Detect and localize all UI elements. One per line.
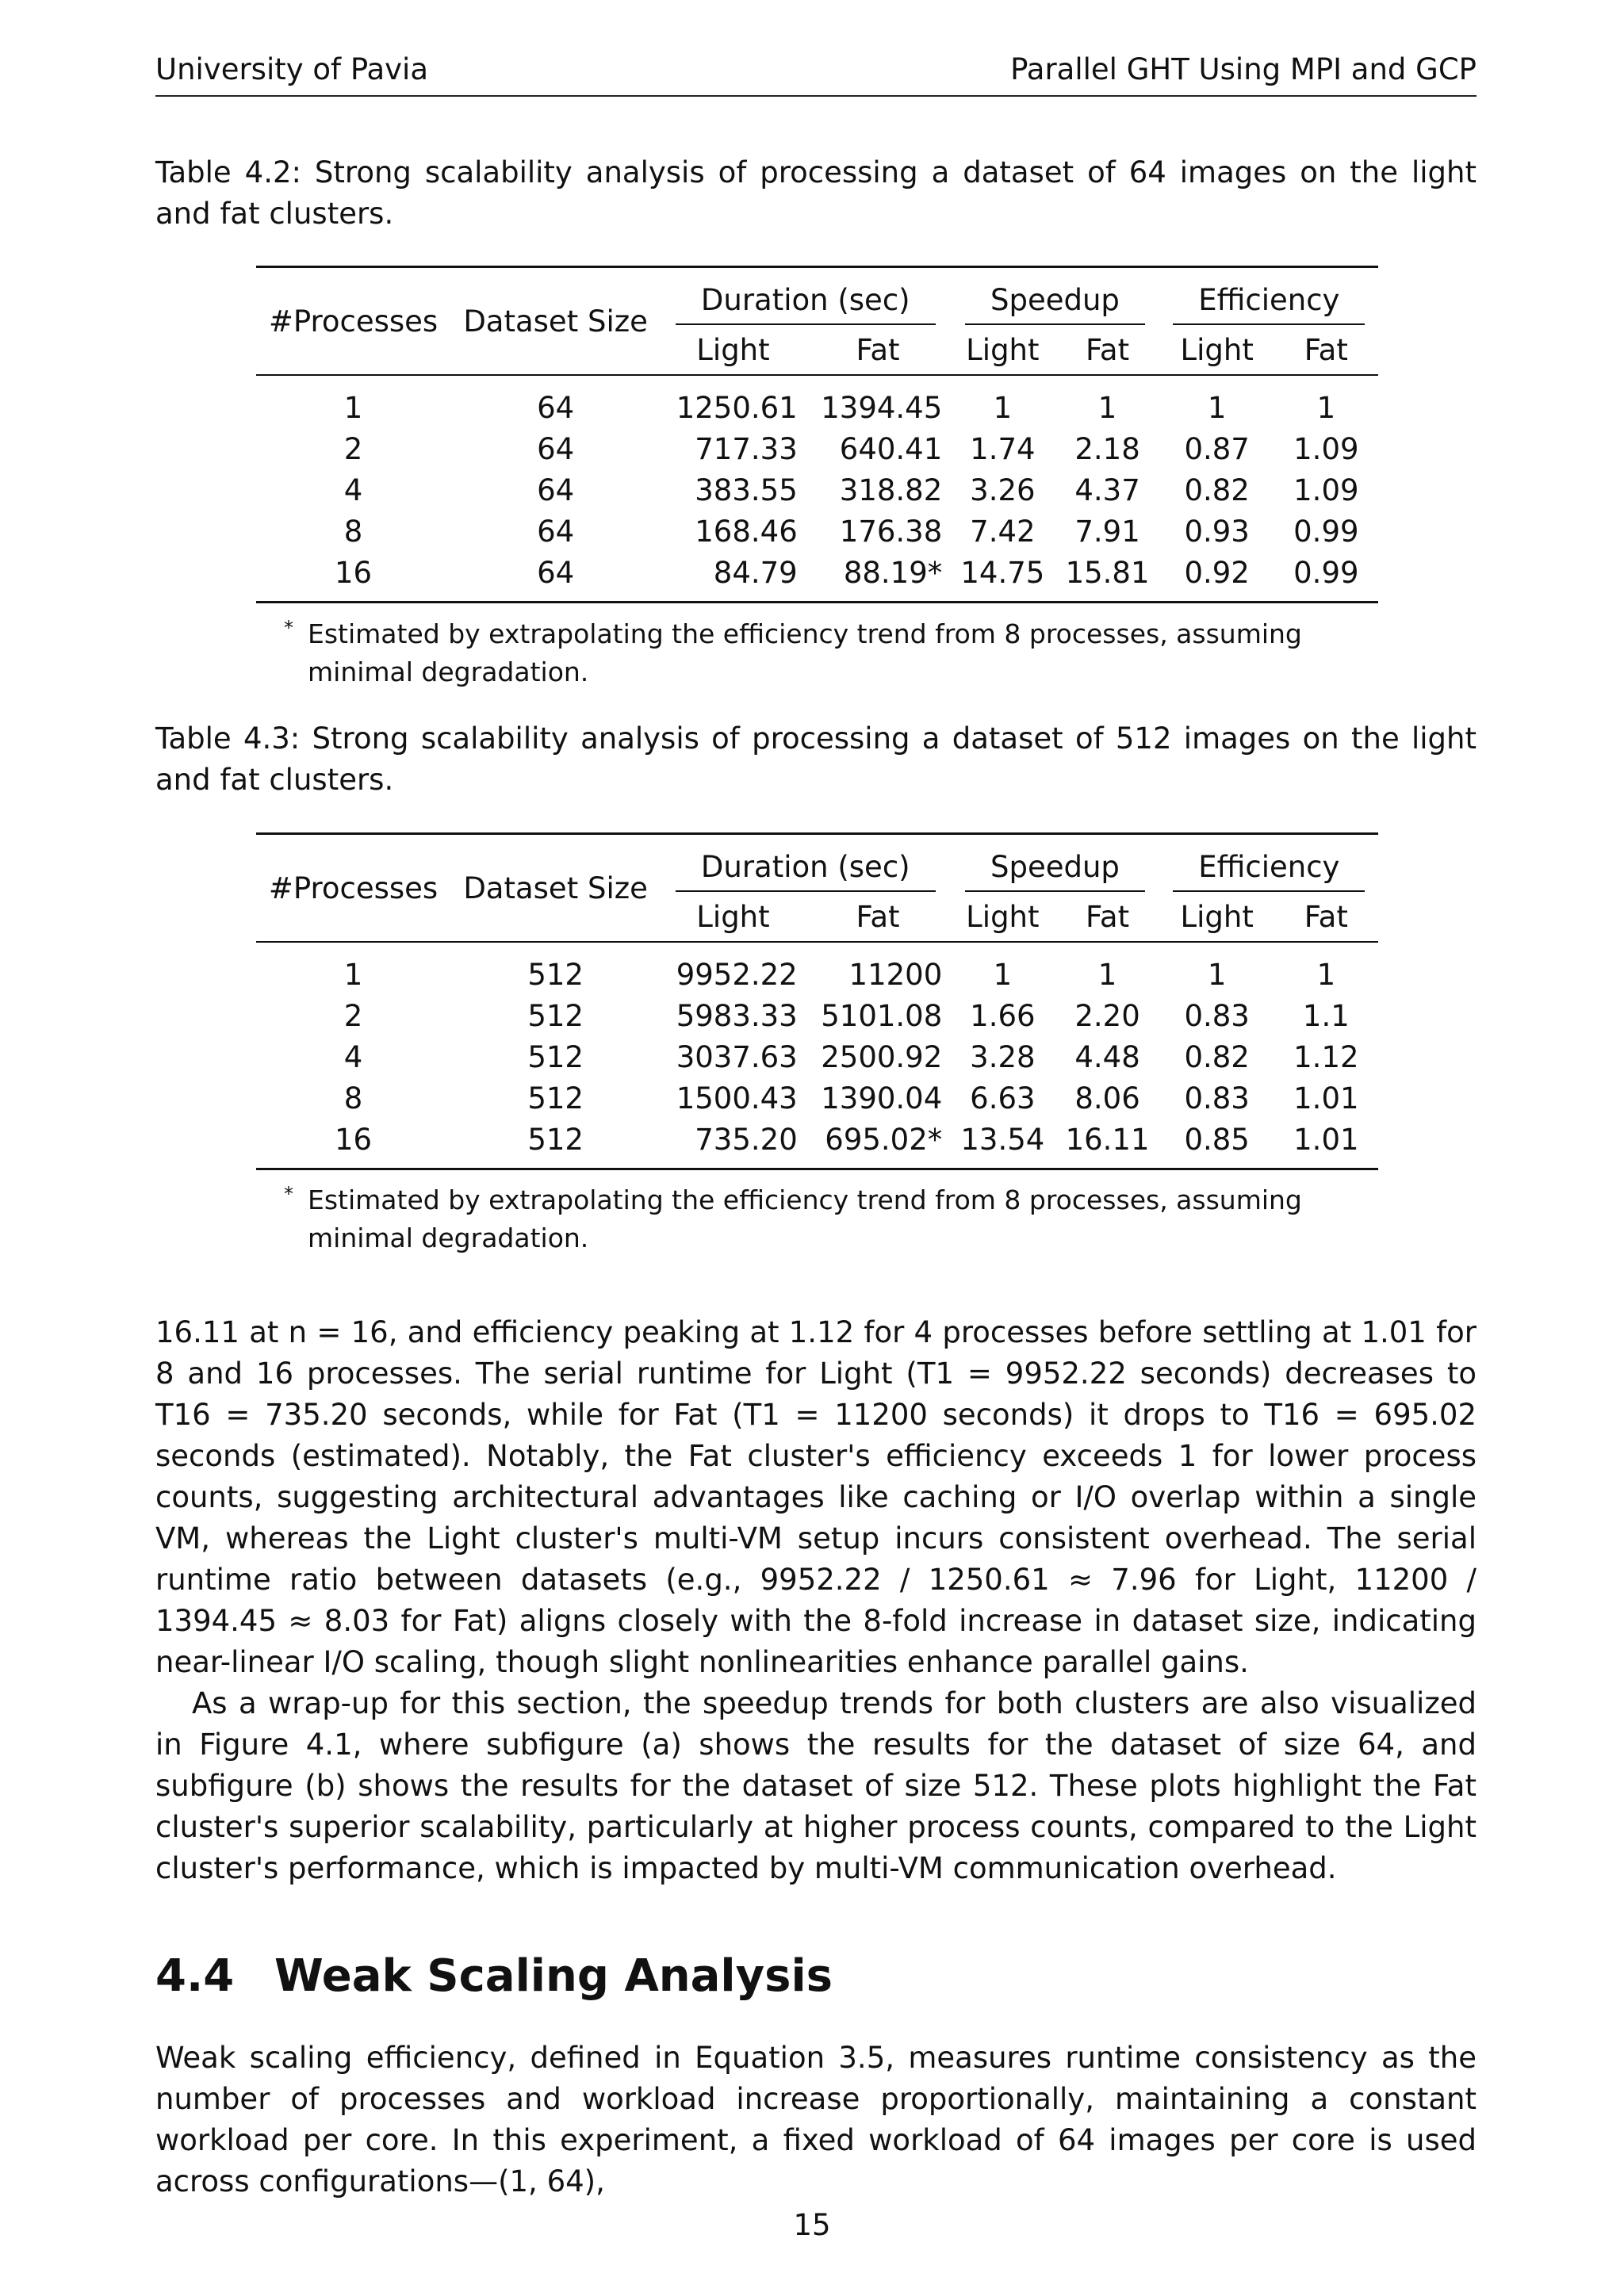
subcol-duration-fat: Fat — [856, 332, 900, 367]
table-cell: 6.63 — [970, 1081, 1036, 1115]
table-cell: 64 — [537, 431, 575, 466]
table-4-3-footnote: * Estimated by extrapolating the efficiency trend from 8 processes, assuming minimal degradation. — [284, 1183, 1302, 1253]
table-cell: 9952.22 — [676, 957, 798, 992]
table-cell: 1.74 — [970, 431, 1036, 466]
table-cell: 717.33 — [695, 431, 798, 466]
table-4-3-caption: Table 4.3: Strong scalability analysis of processing a dataset of 512 images on the light and fat clusters. — [155, 721, 1477, 797]
table-cell: 7.91 — [1074, 514, 1140, 549]
table-cell: 0.83 — [1184, 998, 1250, 1033]
table-cell: 1250.61 — [676, 390, 798, 425]
page-number: 15 — [793, 2208, 831, 2242]
table-row — [256, 995, 1378, 1036]
table-cell: 2.20 — [1074, 998, 1140, 1033]
body-text — [155, 1312, 1477, 1889]
subcol-duration-light: Light — [696, 332, 770, 367]
table-cell: 1 — [1207, 390, 1227, 425]
paragraph-strong-scaling-512: 16.11 at n = 16, and efficiency peaking at 1.12 for 4 processes before settling at 1.01 for 8 and 16 processes. The serial runtime for Light (T1 = 9952.22 seconds) decreases to T16 = 735.20 seconds, while for Fat (T1 = 11200 seconds) it drops to T16 = 695.02 seconds (estimated). Notably, the Fat cluster's efficiency exceeds 1 for lower process counts, suggesting architectural advantages like caching or I/O overlap within a single VM, whereas the Light cluster's multi-VM setup incurs consistent overhead. The serial runtime ratio between datasets (e.g., 9952.22 / 1250.61 ≈ 7.96 for Light, 11200 / 1394.45 ≈ 8.03 for Fat) aligns closely with the 8-fold increase in dataset size, indicating near-linear I/O scaling, though slight nonlinearities enhance parallel gains. — [155, 1315, 1477, 1679]
table-cell: 4.37 — [1074, 473, 1140, 507]
table-cell: 695.02* — [825, 1122, 943, 1157]
table-cell: 1.1 — [1302, 998, 1350, 1033]
paragraph-wrap-up: As a wrap-up for this section, the speedup trends for both clusters are also visualized in Figure 4.1, where subfigure (a) shows the results for the dataset of size 64, and subfigure (b) shows the results for the dataset of size 512. These plots highlight the Fat cluster's superior scalability, particularly at higher process counts, compared to the Light cluster's performance, which is impacted by multi-VM communication overhead. — [155, 1686, 1477, 1885]
table-cell: 16.11 — [1065, 1122, 1150, 1157]
table-cell: 4 — [343, 473, 363, 507]
subcol-speedup-light: Light — [966, 899, 1040, 934]
table-cell: 0.85 — [1184, 1122, 1250, 1157]
table-cell: 0.92 — [1184, 555, 1250, 590]
col-speedup: Speedup — [950, 267, 1159, 326]
table-cell: 64 — [537, 514, 575, 549]
table-cell: 168.46 — [695, 514, 798, 549]
table-cell: 1 — [1316, 390, 1336, 425]
table-cell: 640.41 — [839, 431, 943, 466]
subcol-duration-light: Light — [696, 899, 770, 934]
col-efficiency: Efficiency — [1160, 834, 1378, 893]
table-cell: 1 — [1316, 957, 1336, 992]
table-cell: 8.06 — [1074, 1081, 1140, 1115]
table-cell: 0.99 — [1293, 514, 1359, 549]
table-cell: 1 — [343, 957, 363, 992]
table-cell: 0.93 — [1184, 514, 1250, 549]
header-right: Parallel GHT Using MPI and GCP — [1010, 52, 1477, 86]
table-cell: 735.20 — [695, 1122, 798, 1157]
table-cell: 5101.08 — [821, 998, 943, 1033]
subcol-speedup-fat: Fat — [1086, 332, 1130, 367]
table-cell: 512 — [527, 1081, 584, 1115]
table-cell: 16 — [334, 1122, 373, 1157]
col-processes: #Processes — [268, 871, 439, 905]
table-cell: 14.75 — [960, 555, 1045, 590]
table-row — [256, 511, 1378, 552]
table-cell: 2 — [343, 998, 363, 1033]
table-cell: 512 — [527, 1122, 584, 1157]
header-left: University of Pavia — [155, 52, 429, 86]
table-cell: 1.01 — [1293, 1081, 1359, 1115]
table-cell: 3.26 — [970, 473, 1036, 507]
table-row — [256, 469, 1378, 511]
table-cell: 7.42 — [970, 514, 1036, 549]
table-row — [256, 942, 1378, 995]
table-cell: 1 — [993, 957, 1013, 992]
table-row — [256, 1119, 1378, 1169]
table-cell: 3037.63 — [676, 1039, 798, 1074]
table-4-2-caption: Table 4.2: Strong scalability analysis of processing a dataset of 64 images on the light and fat clusters. — [155, 155, 1477, 231]
table-cell: 176.38 — [839, 514, 943, 549]
table-cell: 5983.33 — [676, 998, 798, 1033]
table-cell: 64 — [537, 473, 575, 507]
table-row — [256, 428, 1378, 469]
table-4-2 — [256, 266, 1378, 603]
subcol-speedup-fat: Fat — [1086, 899, 1130, 934]
table-cell: 64 — [537, 390, 575, 425]
table-cell: 4.48 — [1074, 1039, 1140, 1074]
table-cell: 0.82 — [1184, 473, 1250, 507]
table-cell: 383.55 — [695, 473, 798, 507]
table-cell: 1.09 — [1293, 431, 1359, 466]
subcol-efficiency-light: Light — [1180, 332, 1254, 367]
subcol-efficiency-fat: Fat — [1304, 332, 1348, 367]
table-row — [256, 1077, 1378, 1119]
table-cell: 1394.45 — [821, 390, 943, 425]
table-cell: 84.79 — [713, 555, 798, 590]
col-duration: Duration (sec) — [661, 834, 950, 893]
section-heading: 4.4 Weak Scaling Analysis — [155, 1950, 833, 2002]
table-cell: 4 — [343, 1039, 363, 1074]
table-cell: 1 — [343, 390, 363, 425]
table-cell: 512 — [527, 957, 584, 992]
table-cell: 15.81 — [1065, 555, 1150, 590]
table-row — [256, 1036, 1378, 1077]
table-cell: 8 — [343, 514, 363, 549]
table-cell: 1.01 — [1293, 1122, 1359, 1157]
table-cell: 2500.92 — [821, 1039, 943, 1074]
table-cell: 1 — [993, 390, 1013, 425]
table-cell: 2 — [343, 431, 363, 466]
table-cell: 13.54 — [960, 1122, 1045, 1157]
table-cell: 512 — [527, 1039, 584, 1074]
table-4-3 — [256, 832, 1378, 1170]
table-cell: 0.99 — [1293, 555, 1359, 590]
table-cell: 1500.43 — [676, 1081, 798, 1115]
table-cell: 1.66 — [970, 998, 1036, 1033]
section-body-text — [155, 2038, 1477, 2202]
col-duration: Duration (sec) — [661, 267, 950, 326]
subcol-efficiency-light: Light — [1180, 899, 1254, 934]
table-cell: 88.19* — [843, 555, 943, 590]
col-dataset-size: Dataset Size — [463, 871, 648, 905]
col-efficiency: Efficiency — [1160, 267, 1378, 326]
table-cell: 512 — [527, 998, 584, 1033]
table-row — [256, 552, 1378, 603]
running-header — [155, 52, 1477, 97]
table-cell: 0.83 — [1184, 1081, 1250, 1115]
table-cell: 1 — [1097, 390, 1117, 425]
table-cell: 11200 — [848, 957, 943, 992]
table-cell: 0.87 — [1184, 431, 1250, 466]
table-cell: 0.82 — [1184, 1039, 1250, 1074]
col-speedup: Speedup — [950, 834, 1159, 893]
col-processes: #Processes — [268, 304, 439, 339]
table-cell: 1 — [1207, 957, 1227, 992]
paragraph-weak-scaling: Weak scaling efficiency, defined in Equation 3.5, measures runtime consistency as the number of processes and workload increase proportionally, maintaining a constant workload per core. In this experiment, a fixed workload of 64 images per core is used across configurations—(1, 64), — [155, 2041, 1477, 2198]
table-cell: 8 — [343, 1081, 363, 1115]
table-row — [256, 375, 1378, 428]
table-cell: 16 — [334, 555, 373, 590]
table-cell: 2.18 — [1074, 431, 1140, 466]
table-cell: 1390.04 — [821, 1081, 943, 1115]
table-cell: 318.82 — [839, 473, 943, 507]
table-4-2-footnote: * Estimated by extrapolating the efficiency trend from 8 processes, assuming minimal degradation. — [284, 617, 1302, 687]
subcol-duration-fat: Fat — [856, 899, 900, 934]
table-cell: 1.09 — [1293, 473, 1359, 507]
table-cell: 1 — [1097, 957, 1117, 992]
col-dataset-size: Dataset Size — [463, 304, 648, 339]
table-cell: 64 — [537, 555, 575, 590]
table-cell: 1.12 — [1293, 1039, 1359, 1074]
subcol-efficiency-fat: Fat — [1304, 899, 1348, 934]
table-cell: 3.28 — [970, 1039, 1036, 1074]
subcol-speedup-light: Light — [966, 332, 1040, 367]
